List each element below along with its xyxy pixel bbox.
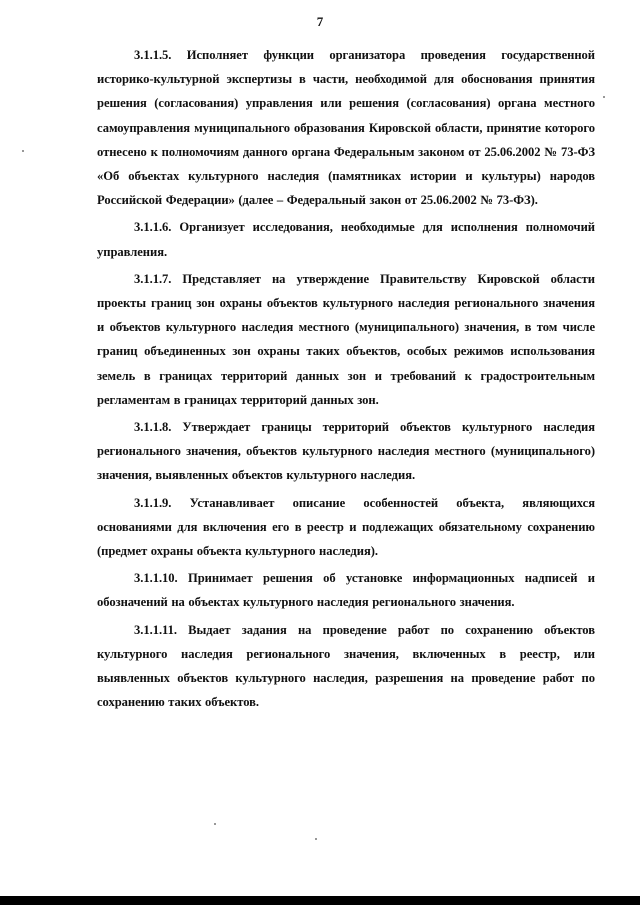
- paragraph-3-1-1-11: 3.1.1.11. Выдает задания на проведение работ по сохранению объектов культурного наследия регионального значения, включенных в реестр, или выявленных объектов культурного наследия, разрешения на проведение работ по сохранению таких объектов.: [97, 622, 595, 710]
- scan-speck: [22, 150, 24, 152]
- document-body: [97, 43, 595, 717]
- paragraph-3-1-1-5: 3.1.1.5. Исполняет функции организатора проведения государственной историко-культурной экспертизы в части, необходимой для обоснования принятия решения (согласования) управления или решения (согласования) органа местного самоуправления муниципального образования Кировской области, принятие которого отнесено к полномочиям данного органа Федеральным законом от 25.06.2002 № 73-ФЗ «Об объектах культурного наследия (памятниках истории и культуры) народов Российской Федерации» (далее – Федеральный закон от 25.06.2002 № 73-ФЗ).: [97, 48, 595, 208]
- paragraph-3-1-1-8: 3.1.1.8. Утверждает границы территорий объектов культурного наследия регионального значения, объектов культурного наследия местного (муниципального) значения, выявленных объектов культурного наследия.: [97, 420, 595, 483]
- paragraph-3-1-1-9: 3.1.1.9. Устанавливает описание особенностей объекта, являющихся основаниями для включения его в реестр и подлежащих обязательному сохранению (предмет охраны объекта культурного наследия).: [97, 495, 595, 559]
- page-number: 7: [316, 14, 324, 29]
- scan-speck: [214, 823, 216, 825]
- scan-speck: [603, 96, 605, 98]
- paragraph-3-1-1-10: 3.1.1.10. Принимает решения об установке информационных надписей и обозначений на объектах культурного наследия регионального значения.: [97, 571, 595, 610]
- paragraph-3-1-1-6: 3.1.1.6. Организует исследования, необходимые для исполнения полномочий управления.: [97, 220, 595, 259]
- scan-speck: [315, 838, 317, 840]
- paragraph-3-1-1-7: 3.1.1.7. Представляет на утверждение Правительству Кировской области проекты границ зон охраны объектов культурного наследия регионального значения и объектов культурного наследия местного (муниципального) значения, в том числе границ объединенных зон охраны таких объектов, особых режимов использования земель в границах территорий данных зон и требований к градостроительным регламентам в границах территорий данных зон.: [97, 271, 595, 407]
- scan-edge-bar: [0, 896, 640, 905]
